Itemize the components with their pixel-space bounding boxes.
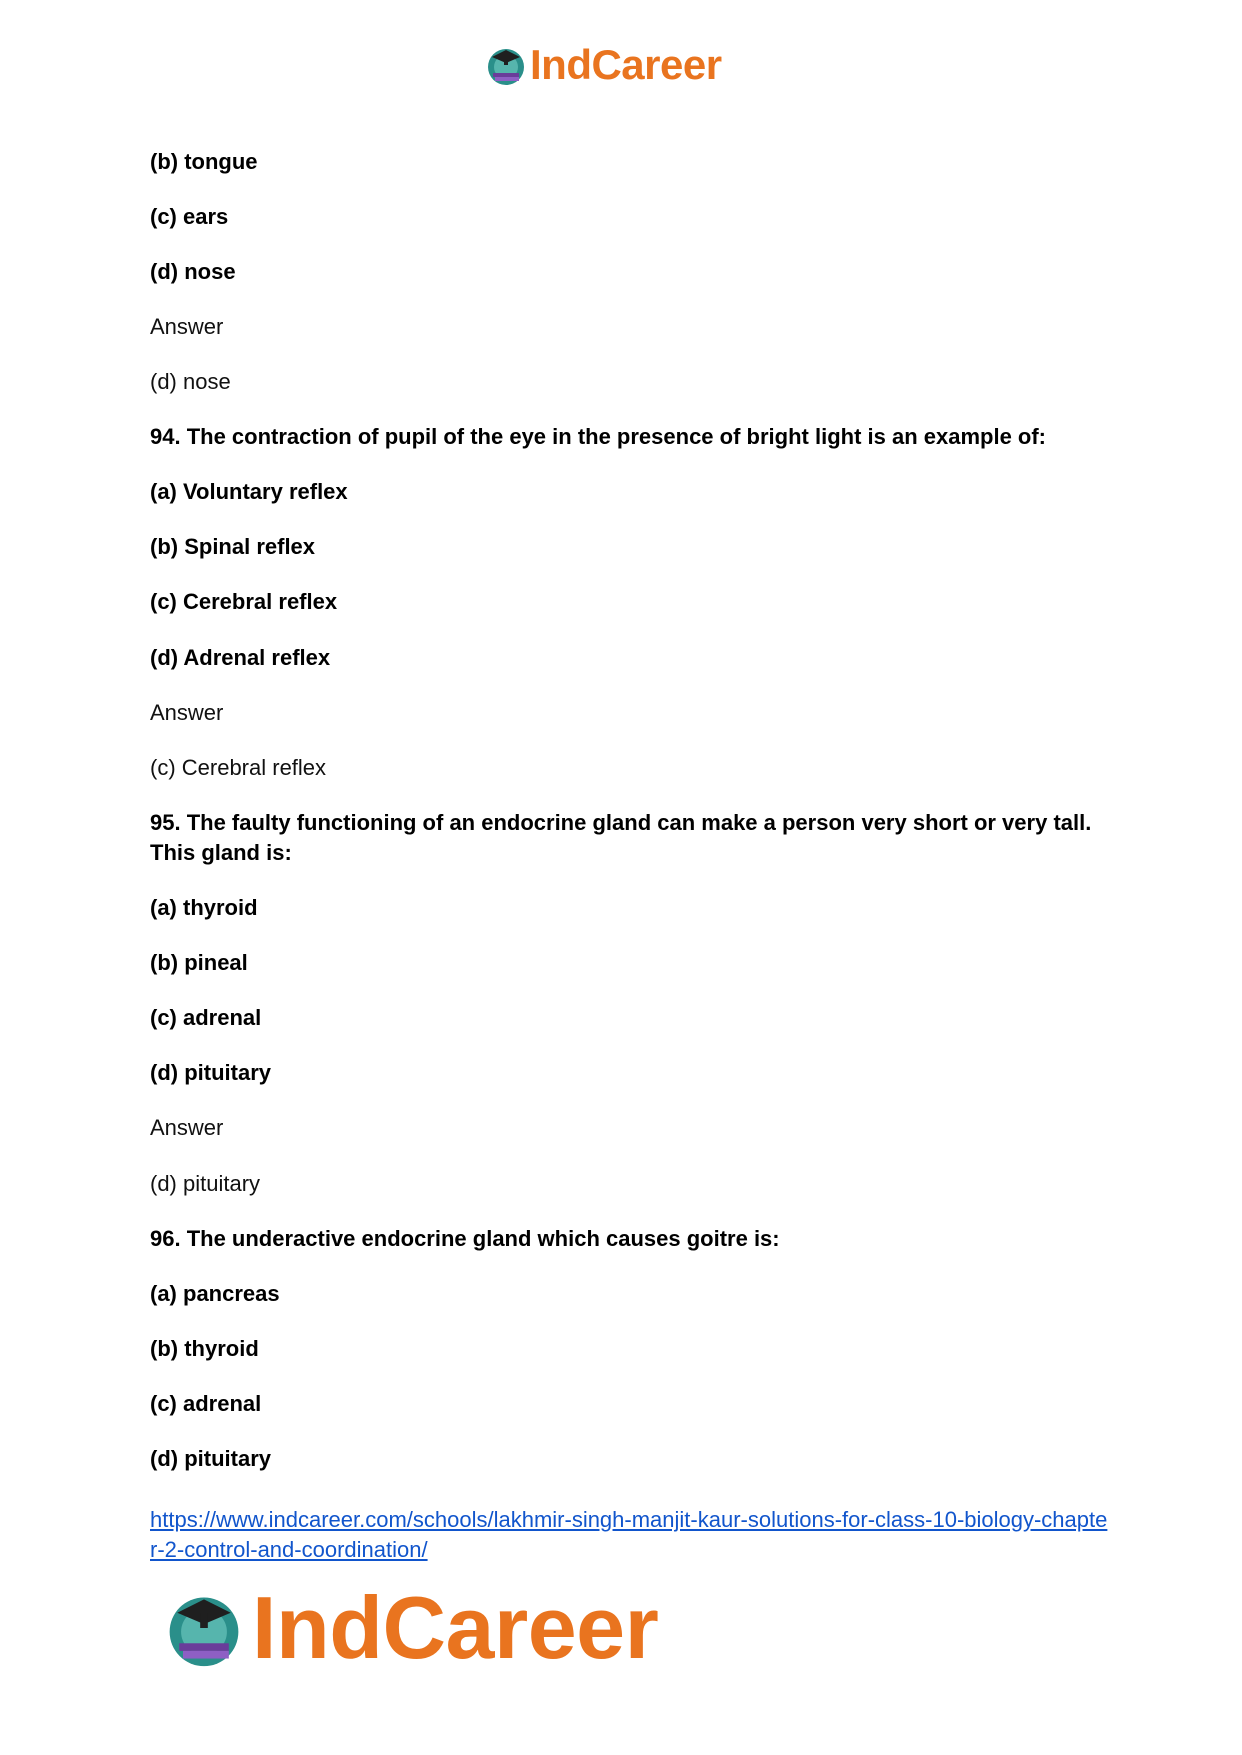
option-line: (a) thyroid bbox=[150, 895, 258, 920]
answer-label: Answer bbox=[150, 314, 224, 339]
option-line: (d) pituitary bbox=[150, 1060, 271, 1085]
answer-value: (d) nose bbox=[150, 369, 231, 394]
answer-label: Answer bbox=[150, 1115, 224, 1140]
option-line: (c) Cerebral reflex bbox=[150, 589, 338, 614]
footer-logo bbox=[162, 1578, 658, 1678]
header-logo bbox=[484, 40, 722, 90]
option-line: (d) Adrenal reflex bbox=[150, 645, 331, 670]
option-line: (a) pancreas bbox=[150, 1281, 280, 1306]
option-line: (c) adrenal bbox=[150, 1391, 262, 1416]
answer-value: (c) Cerebral reflex bbox=[150, 755, 327, 780]
option-line: (c) adrenal bbox=[150, 1005, 262, 1030]
option-line: (b) pineal bbox=[150, 950, 248, 975]
source-link[interactable]: https://www.indcareer.com/schools/lakhmir-singh-manjit-kaur-solutions-for-class-10-biology-chapter-2-control-and-coordination/ bbox=[150, 1507, 1108, 1562]
question-94: 94. The contraction of pupil of the eye in the presence of bright light is an example of: bbox=[150, 424, 1047, 449]
question-96: 96. The underactive endocrine gland which causes goitre is: bbox=[150, 1226, 780, 1251]
option-line: (b) thyroid bbox=[150, 1336, 259, 1361]
graduation-book-icon bbox=[484, 43, 528, 87]
logo-text: IndCareer bbox=[252, 1578, 659, 1677]
option-line: (a) Voluntary reflex bbox=[150, 479, 348, 504]
option-line: (b) tongue bbox=[150, 149, 258, 174]
option-line: (b) Spinal reflex bbox=[150, 534, 316, 559]
answer-value: (d) pituitary bbox=[150, 1171, 261, 1196]
option-line: (d) nose bbox=[150, 259, 236, 284]
question-95: 95. The faulty functioning of an endocrine gland can make a person very short or very tall. This gland is: bbox=[150, 810, 1092, 865]
option-line: (d) pituitary bbox=[150, 1446, 271, 1471]
answer-label: Answer bbox=[150, 700, 224, 725]
logo-text: IndCareer bbox=[530, 41, 722, 88]
option-line: (c) ears bbox=[150, 204, 229, 229]
graduation-book-icon bbox=[162, 1586, 246, 1670]
